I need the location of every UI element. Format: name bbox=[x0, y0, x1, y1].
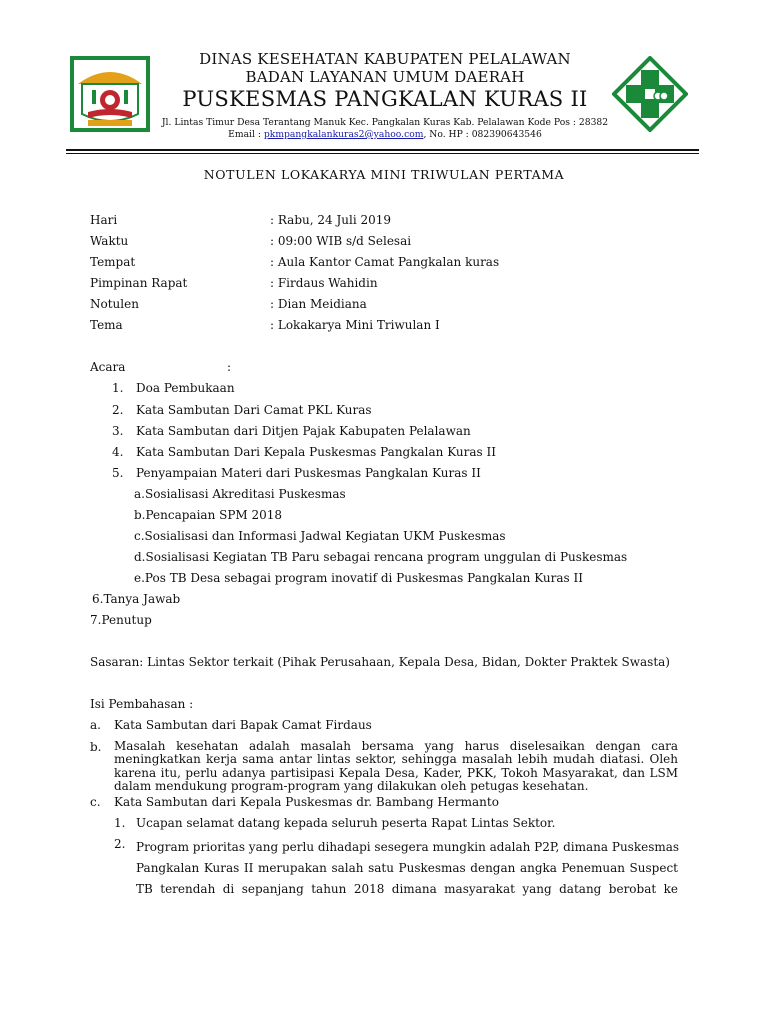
acara-item-text: Kata Sambutan dari Ditjen Pajak Kabupaten Pelalawan bbox=[136, 424, 471, 438]
acara-item-tanya-jawab: 6.Tanya Jawab bbox=[92, 592, 181, 606]
info-value-hari: : Rabu, 24 Juli 2019 bbox=[270, 213, 392, 227]
letterhead-name: PUSKESMAS PANGKALAN KURAS II bbox=[182, 87, 588, 111]
puskesmas-cross-logo bbox=[612, 56, 688, 132]
paragraph-line: dalam mendukung program-program yang dilakukan oleh petugas kesehatan. bbox=[114, 779, 589, 794]
acara-subitem: a.Sosialisasi Akreditasi Puskesmas bbox=[134, 487, 346, 501]
info-label-tempat: Tempat bbox=[90, 255, 136, 269]
phone-text: , No. HP : 082390643546 bbox=[423, 129, 542, 140]
email-label: Email : bbox=[228, 129, 264, 140]
acara-subitem: e.Pos TB Desa sebagai program inovatif di Puskesmas Pangkalan Kuras II bbox=[134, 571, 583, 585]
acara-item-penutup: 7.Penutup bbox=[90, 613, 152, 627]
acara-subitem: c.Sosialisasi dan Informasi Jadwal Kegiatan UKM Puskesmas bbox=[134, 529, 506, 543]
sasaran-text: Sasaran: Lintas Sektor terkait (Pihak Perusahaan, Kepala Desa, Bidan, Dokter Praktek Swasta) bbox=[90, 655, 670, 669]
acara-item-number: 5. bbox=[112, 466, 124, 480]
letterhead-unit: BADAN LAYANAN UMUM DAERAH bbox=[245, 68, 525, 86]
info-value-pimpinan: : Firdaus Wahidin bbox=[270, 276, 378, 290]
acara-subitem: d.Sosialisasi Kegiatan TB Paru sebagai rencana program unggulan di Puskesmas bbox=[134, 550, 628, 564]
paragraph-line: meningkatkan kerja sama antar lintas sektor, sehingga masalah lebih mudah diatasi. Oleh bbox=[114, 752, 678, 767]
isi-heading: Isi Pembahasan : bbox=[90, 697, 194, 711]
acara-item-text: Penyampaian Materi dari Puskesmas Pangkalan Kuras II bbox=[136, 466, 481, 480]
acara-item-text: Doa Pembukaan bbox=[136, 381, 235, 395]
paragraph-line: Masalah kesehatan adalah masalah bersama yang harus diselesaikan dengan cara bbox=[114, 739, 678, 753]
info-value-tempat: : Aula Kantor Camat Pangkalan kuras bbox=[270, 255, 500, 269]
isi-c-text: Kata Sambutan dari Kepala Puskesmas dr. Bambang Hermanto bbox=[114, 795, 499, 809]
isi-c-item-number: 2. bbox=[114, 837, 126, 851]
info-label-waktu: Waktu bbox=[90, 234, 129, 248]
isi-marker-c: c. bbox=[90, 795, 101, 809]
email-link[interactable]: pkmpangkalankuras2@yahoo.com bbox=[263, 129, 424, 140]
isi-marker-a: a. bbox=[90, 718, 101, 732]
letterhead-agency: DINAS KESEHATAN KABUPATEN PELALAWAN bbox=[199, 50, 571, 68]
paragraph-line: karena itu, perlu adanya partisipasi Kepala Desa, Kader, PKK, Tokoh Masyarakat, dan LSM bbox=[114, 765, 678, 780]
info-value-notulen: : Dian Meidiana bbox=[270, 297, 367, 311]
paragraph-line: TB terendah di sepanjang tahun 2018 dimana masyarakat yang datang berobat ke bbox=[136, 882, 678, 896]
isi-b-paragraph bbox=[114, 740, 678, 794]
info-value-tema: : Lokakarya Mini Triwulan I bbox=[270, 318, 440, 332]
acara-item-number: 4. bbox=[112, 445, 124, 459]
isi-a-text: Kata Sambutan dari Bapak Camat Firdaus bbox=[114, 718, 372, 732]
acara-label: Acara bbox=[90, 360, 126, 374]
letterhead-contact bbox=[150, 129, 620, 140]
acara-item-number: 3. bbox=[112, 424, 124, 438]
acara-item-text: Kata Sambutan Dari Camat PKL Kuras bbox=[136, 403, 372, 417]
paragraph-line: Program prioritas yang perlu dihadapi sesegera mungkin adalah P2P, dimana Puskesmas bbox=[136, 840, 680, 854]
acara-item-text: Kata Sambutan Dari Kepala Puskesmas Pangkalan Kuras II bbox=[136, 445, 496, 459]
acara-colon: : bbox=[227, 360, 232, 374]
isi-c-item-2-paragraph bbox=[136, 837, 678, 900]
letterhead-rule-thin bbox=[66, 153, 699, 154]
isi-c-item-number: 1. bbox=[114, 816, 126, 830]
info-value-waktu: : 09:00 WIB s/d Selesai bbox=[270, 234, 412, 248]
letterhead-rule bbox=[66, 149, 699, 151]
info-label-tema: Tema bbox=[90, 318, 123, 332]
isi-marker-b: b. bbox=[90, 740, 102, 754]
acara-item-number: 1. bbox=[112, 381, 124, 395]
pelalawan-emblem-logo bbox=[68, 54, 152, 134]
info-label-pimpinan: Pimpinan Rapat bbox=[90, 276, 188, 290]
info-label-notulen: Notulen bbox=[90, 297, 139, 311]
paragraph-line: Pangkalan Kuras II merupakan salah satu Puskesmas dengan angka Penemuan Suspect bbox=[136, 861, 678, 875]
acara-item-number: 2. bbox=[112, 403, 124, 417]
letterhead-address: Jl. Lintas Timur Desa Terantang Manuk Kec. Pangkalan Kuras Kab. Pelalawan Kode Pos : 28382 bbox=[161, 117, 609, 128]
isi-c-item-text: Ucapan selamat datang kepada seluruh peserta Rapat Lintas Sektor. bbox=[136, 816, 556, 830]
info-label-hari: Hari bbox=[90, 213, 118, 227]
document-title: NOTULEN LOKAKARYA MINI TRIWULAN PERTAMA bbox=[203, 167, 565, 182]
acara-subitem: b.Pencapaian SPM 2018 bbox=[134, 508, 283, 522]
